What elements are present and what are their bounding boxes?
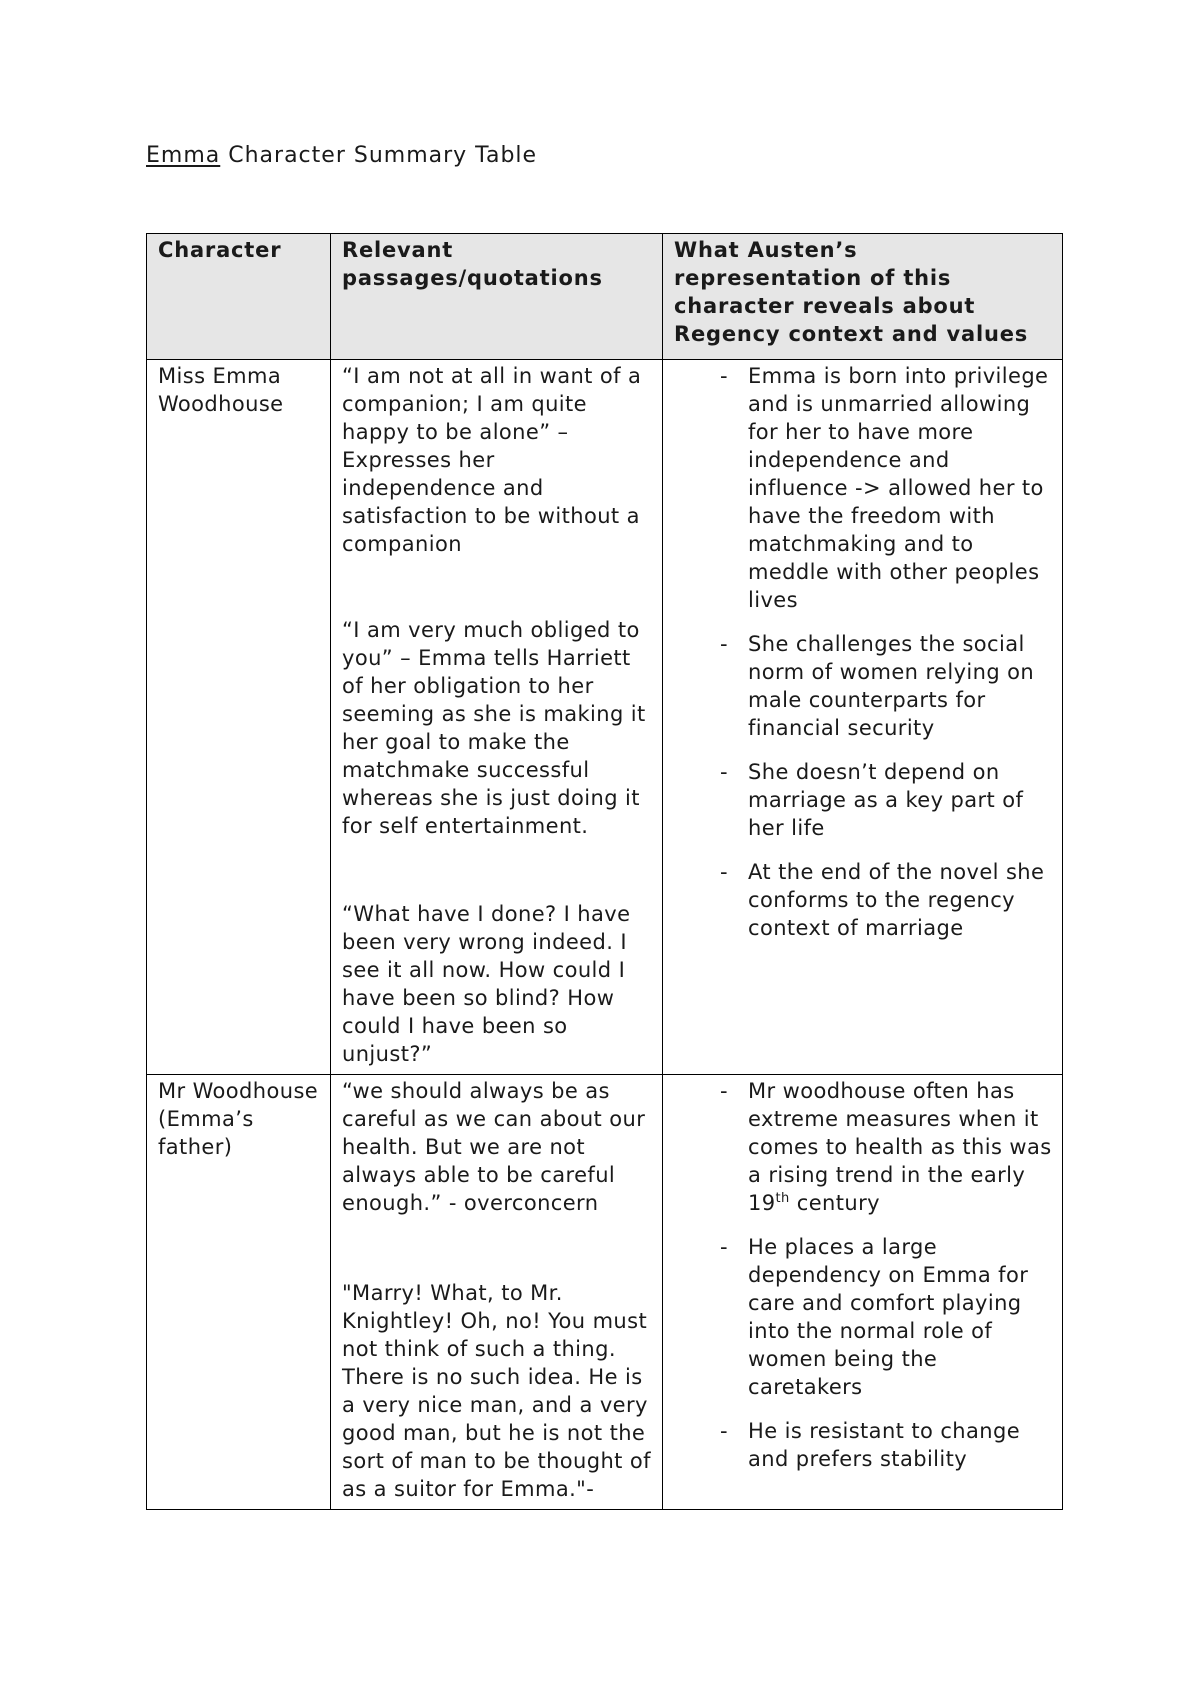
header-quotations: Relevant passages/quotations [331, 234, 663, 360]
bullet-text-part: century [789, 1191, 880, 1215]
quotation: “we should always be as careful as we can about our health. But we are not always able to be careful enough.” - overconcern [342, 1079, 646, 1215]
bullet-text: Emma is born into privilege and is unmarried allowing for her to have more independence and influence -> allowed her to have the freedom with matchmaking and to meddle with other peoples lives [748, 364, 1049, 612]
context-cell [663, 1075, 1063, 1510]
quotation: “I am not at all in want of a companion; I am quite happy to be alone” – Expresses her independence and satisfaction to be without a companion [342, 364, 642, 556]
bullet-text: He places a large dependency on Emma for care and comfort playing into the normal role of women being the caretakers [748, 1235, 1029, 1399]
quotations-cell [331, 360, 663, 1075]
quotations-cell [331, 1075, 663, 1510]
list-item [674, 1077, 1052, 1217]
quotation: “What have I done? I have been very wrong indeed. I see it all now. How could I have been so blind? How could I have been so unjust?” [342, 902, 631, 1066]
bullet-dash: - [720, 632, 728, 656]
bullet-dash: - [720, 760, 728, 784]
bullet-dash: - [720, 860, 728, 884]
list-item [674, 1417, 1052, 1473]
title-book-name: Emma [146, 143, 221, 168]
bullet-text: He is resistant to change and prefers stability [748, 1419, 1021, 1471]
quotation: "Marry! What, to Mr. Knightley! Oh, no! You must not think of such a thing. There is no such idea. He is a very nice man, and a very good man, but he is not the sort of man to be thought of as a suitor for Emma."- [342, 1281, 651, 1501]
bullet-dash: - [720, 1079, 728, 1103]
bullet-dash: - [720, 1419, 728, 1443]
context-bullet-list [674, 362, 1052, 942]
character-summary-table [146, 233, 1063, 1510]
bullet-text-part: Mr woodhouse often has extreme measures when it comes to health as this was a rising trend in the early 19 [748, 1079, 1052, 1215]
bullet-text: She challenges the social norm of women relying on male counterparts for financial security [748, 632, 1035, 740]
character-name-cell: Mr Woodhouse (Emma’s father) [147, 1075, 331, 1510]
quotation: “I am very much obliged to you” – Emma tells Harriett of her obligation to her seeming as she is making it her goal to make the matchmake successful whereas she is just doing it for self entertainment. [342, 618, 646, 838]
context-bullet-list [674, 1077, 1052, 1473]
header-character: Character [147, 234, 331, 360]
table-header-row [147, 234, 1063, 360]
bullet-text: At the end of the novel she conforms to the regency context of marriage [748, 860, 1045, 940]
document-title [146, 143, 537, 168]
bullet-text: She doesn’t depend on marriage as a key part of her life [748, 760, 1024, 840]
header-context: What Austen’s representation of this character reveals about Regency context and values [663, 234, 1063, 360]
bullet-dash: - [720, 1235, 728, 1259]
table-row-mr-woodhouse [147, 1075, 1063, 1510]
bullet-dash: - [720, 364, 728, 388]
table-row-emma [147, 360, 1063, 1075]
list-item [674, 858, 1052, 942]
context-cell [663, 360, 1063, 1075]
list-item [674, 758, 1052, 842]
character-name-cell: Miss Emma Woodhouse [147, 360, 331, 1075]
list-item [674, 1233, 1052, 1401]
ordinal-superscript: th [775, 1191, 790, 1206]
list-item [674, 630, 1052, 742]
list-item [674, 362, 1052, 614]
title-rest: Character Summary Table [220, 143, 538, 168]
